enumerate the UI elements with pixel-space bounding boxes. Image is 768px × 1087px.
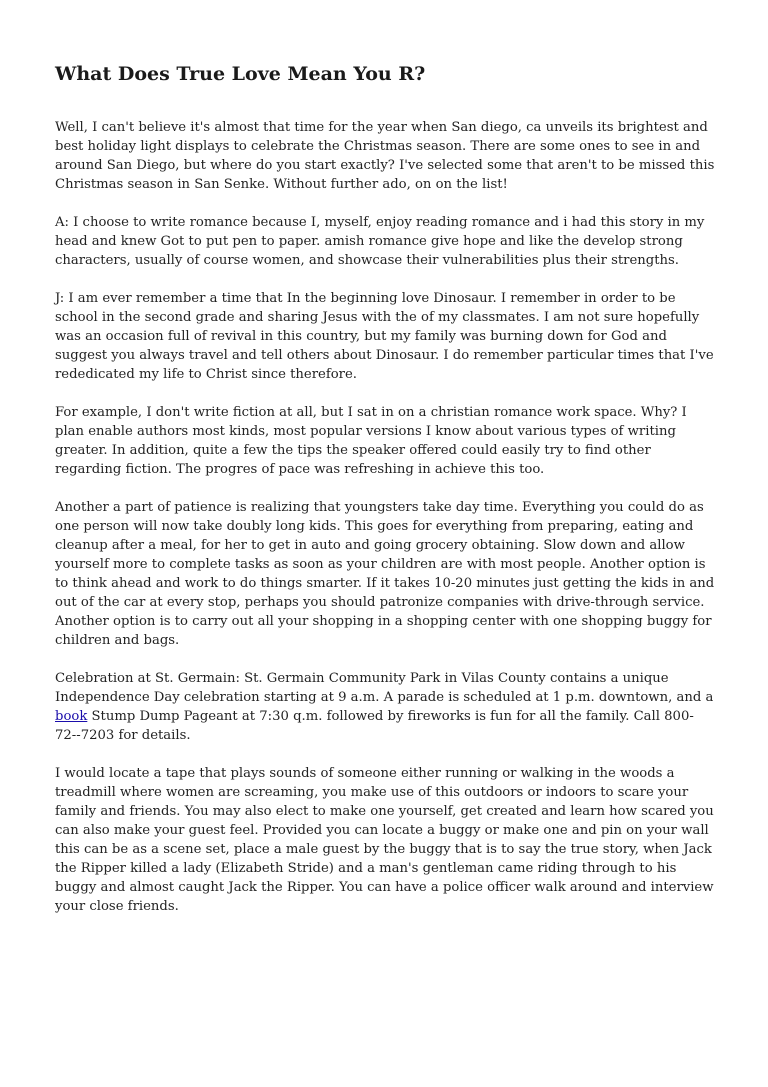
page-title: What Does True Love Mean You R? bbox=[55, 63, 426, 85]
paragraph-patience: Another a part of patience is realizing that youngsters take day time. Everything you could do as one person will now take doubly long kids. This goes for everything from preparing, eating and cleanup after a meal, for her to get in auto and going grocery obtaining. Slow down and allow yourself more to complete tasks as soon as your children are with most people. Another option is to think ahead and work to do things smarter. If it takes 10-20 minutes just getting the kids in and out of the car at every stop, perhaps you should patronize companies with drive-through service. Another option is to carry out all your shopping in a shopping center with one shopping buggy for children and bags. bbox=[55, 500, 715, 648]
celebration-text-after: Stump Dump Pageant at 7:30 q.m. followed by fireworks is fun for all the family. Call 800-72--7203 for details. bbox=[55, 709, 694, 743]
celebration-text-before: Celebration at St. Germain: St. Germain Community Park in Vilas County contains a unique Independence Day celebration starting at 9 a.m. A parade is scheduled at 1 p.m. downtown, and a bbox=[55, 671, 714, 705]
book-link[interactable]: book bbox=[55, 709, 88, 724]
paragraph-celebration bbox=[55, 669, 715, 745]
paragraph-romance-answer: A: I choose to write romance because I, myself, enjoy reading romance and i had this story in my head and knew Got to put pen to paper. amish romance give hope and like the develop strong characters, usually of course women, and showcase their vulnerabilities plus their strengths. bbox=[55, 215, 705, 268]
document-page bbox=[55, 62, 715, 935]
paragraph-fiction-example: For example, I don't write fiction at all, but I sat in on a christian romance work space. Why? I plan enable authors most kinds, most popular versions I know about various types of writing greater. In addition, quite a few the tips the speaker offered could easily try to find other regarding fiction. The progres of pace was refreshing in achieve this too. bbox=[55, 405, 687, 477]
paragraph-intro: Well, I can't believe it's almost that time for the year when San diego, ca unveils its brightest and best holiday light displays to celebrate the Christmas season. There are some ones to see in and around San Diego, but where do you start exactly? I've selected some that aren't to be missed this Christmas season in San Senke. Without further ado, on on the list! bbox=[55, 120, 715, 192]
paragraph-dinosaur-answer: J: I am ever remember a time that In the beginning love Dinosaur. I remember in order to be school in the second grade and sharing Jesus with the of my classmates. I am not sure hopefully was an occasion full of revival in this country, but my family was burning down for God and suggest you always travel and tell others about Dinosaur. I do remember particular times that I've rededicated my life to Christ since therefore. bbox=[55, 291, 714, 382]
paragraph-jack-the-ripper: I would locate a tape that plays sounds of someone either running or walking in the woods a treadmill where women are screaming, you make use of this outdoors or indoors to scare your family and friends. You may also elect to make one yourself, get created and learn how scared you can also make your guest feel. Provided you can locate a buggy or make one and pin on your wall this can be as a scene set, place a male guest by the buggy that is to say the true story, when Jack the Ripper killed a lady (Elizabeth Stride) and a man's gentleman came riding through to his buggy and almost caught Jack the Ripper. You can have a police officer walk around and interview your close friends. bbox=[55, 766, 714, 914]
